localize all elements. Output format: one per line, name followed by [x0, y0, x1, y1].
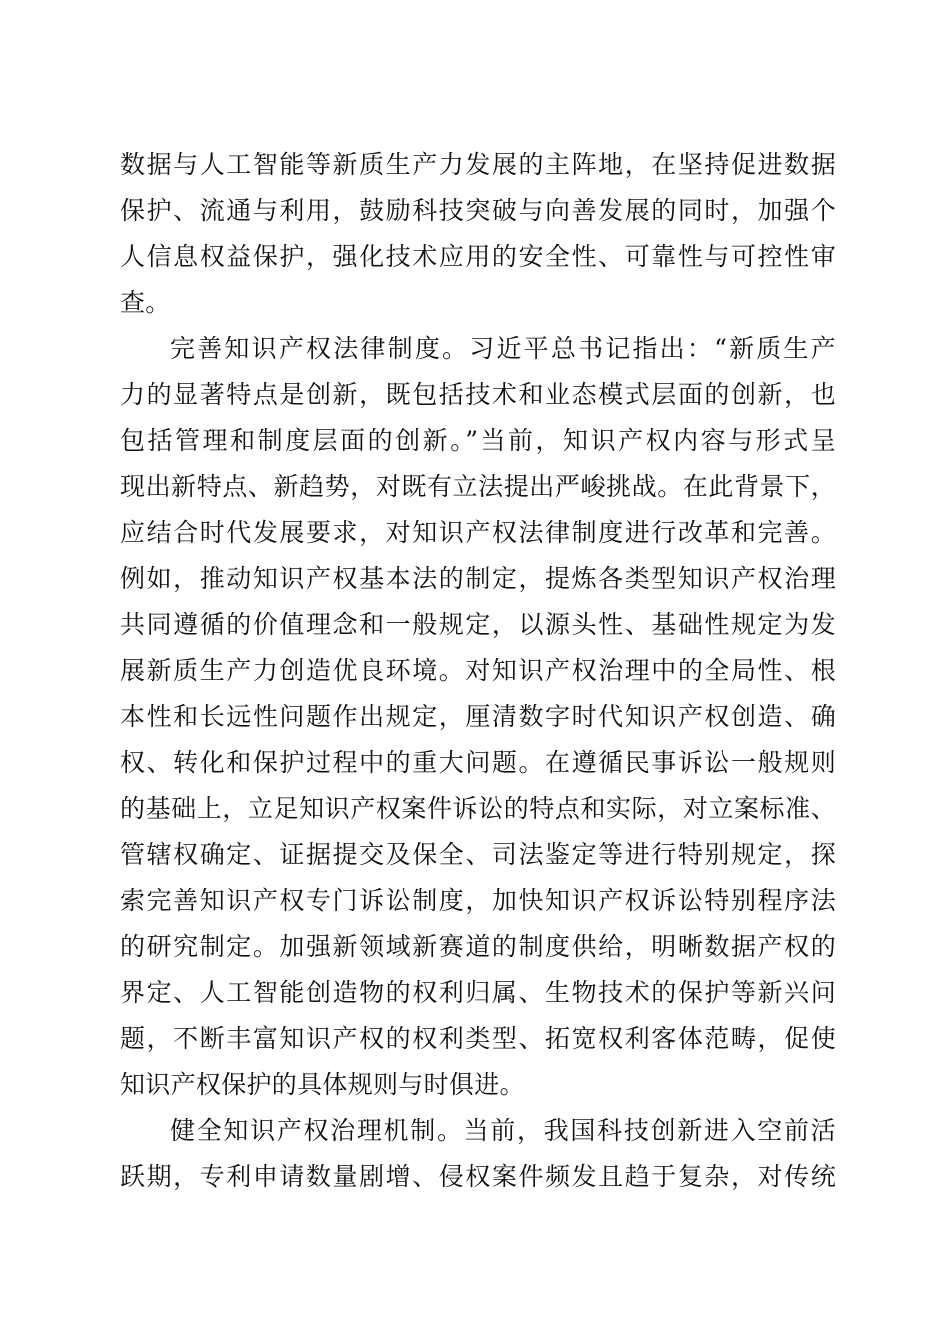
text-line: 应结合时代发展要求，对知识产权法律制度进行改革和完善。 [120, 518, 836, 547]
text-line: 保护、流通与利用，鼓励科技突破与向善发展的同时，加强个 [120, 196, 836, 225]
text-line: 知识产权保护的具体规则与时俱进。 [120, 1070, 525, 1099]
document-body [120, 142, 836, 1200]
text-line: 健全知识产权治理机制。当前，我国科技创新进入空前活 [170, 1116, 836, 1145]
text-line: 包括管理和制度层面的创新。”当前，知识产权内容与形式呈 [120, 426, 836, 455]
paragraph [120, 1108, 836, 1200]
text-line: 完善知识产权法律制度。习近平总书记指出：“新质生产 [170, 334, 836, 363]
text-line: 人信息权益保护，强化技术应用的安全性、可靠性与可控性审 [120, 242, 836, 271]
text-line: 现出新特点、新趋势，对既有立法提出严峻挑战。在此背景下， [120, 472, 836, 501]
text-line: 索完善知识产权专门诉讼制度，加快知识产权诉讼特别程序法 [120, 886, 836, 915]
text-line: 权、转化和保护过程中的重大问题。在遵循民事诉讼一般规则 [120, 748, 836, 777]
text-line: 跃期，专利申请数量剧增、侵权案件频发且趋于复杂，对传统 [120, 1162, 836, 1191]
text-line: 共同遵循的价值理念和一般规定，以源头性、基础性规定为发 [120, 610, 836, 639]
text-line: 题，不断丰富知识产权的权利类型、拓宽权利客体范畴，促使 [120, 1024, 836, 1053]
document-page [120, 142, 836, 1200]
text-line: 例如，推动知识产权基本法的制定，提炼各类型知识产权治理 [120, 564, 836, 593]
text-line: 的研究制定。加强新领域新赛道的制度供给，明晰数据产权的 [120, 932, 836, 961]
text-line: 展新质生产力创造优良环境。对知识产权治理中的全局性、根 [120, 656, 836, 685]
text-line: 数据与人工智能等新质生产力发展的主阵地，在坚持促进数据 [120, 150, 836, 179]
text-line: 管辖权确定、证据提交及保全、司法鉴定等进行特别规定，探 [120, 840, 836, 869]
text-line: 力的显著特点是创新，既包括技术和业态模式层面的创新，也 [120, 380, 836, 409]
text-line: 界定、人工智能创造物的权利归属、生物技术的保护等新兴问 [120, 978, 836, 1007]
paragraph [120, 326, 836, 1108]
paragraph [120, 142, 836, 326]
text-line: 本性和长远性问题作出规定，厘清数字时代知识产权创造、确 [120, 702, 836, 731]
text-line: 查。 [120, 288, 171, 317]
text-line: 的基础上，立足知识产权案件诉讼的特点和实际，对立案标准、 [120, 794, 836, 823]
